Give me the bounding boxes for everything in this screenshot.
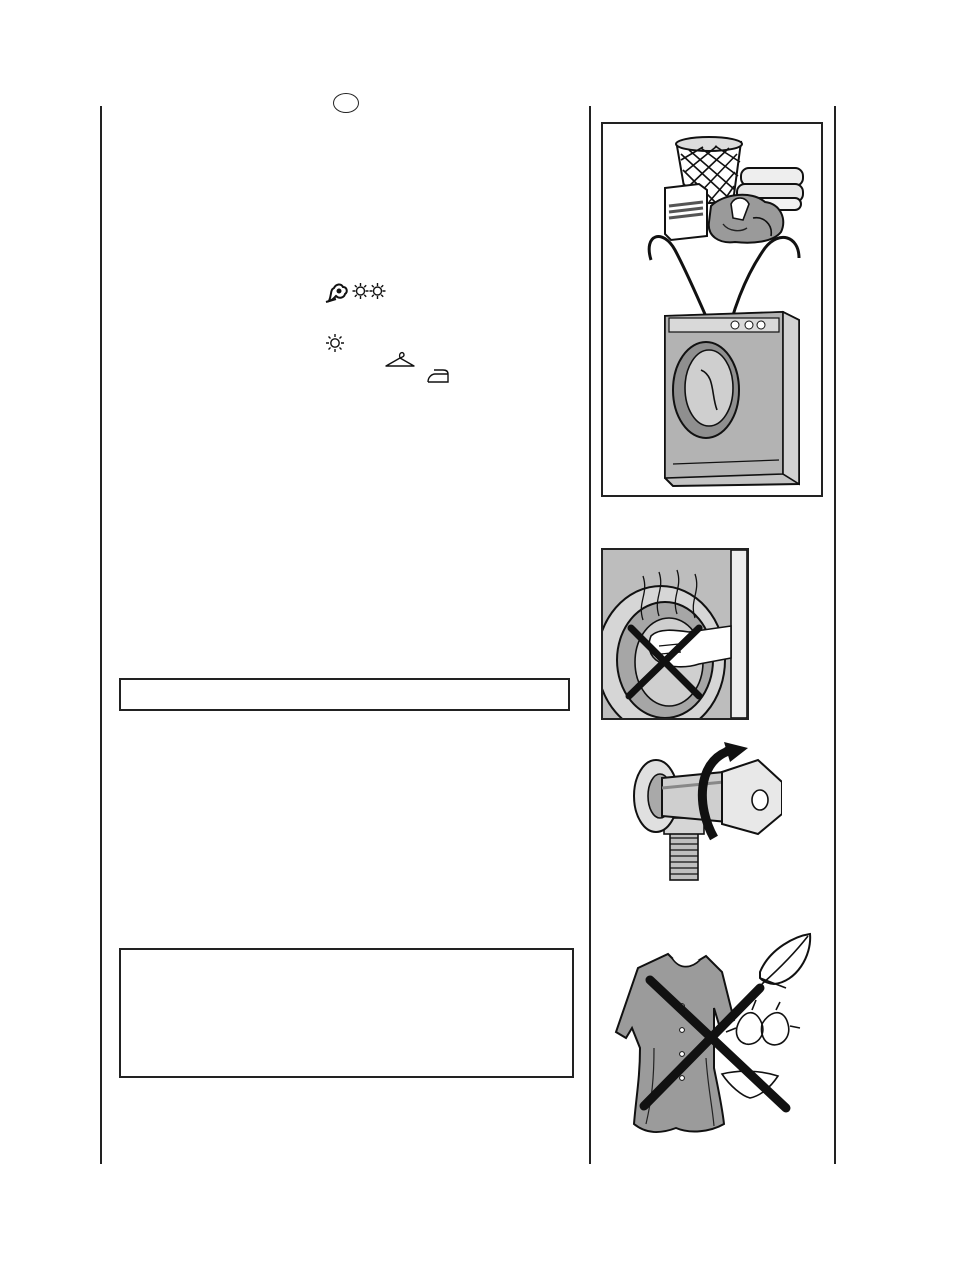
sun-icon bbox=[325, 333, 345, 353]
right-margin-rule bbox=[834, 106, 836, 1164]
delicates-illustration bbox=[610, 928, 820, 1138]
tumble-dryer-icon bbox=[665, 312, 799, 486]
left-margin-rule bbox=[100, 106, 102, 1164]
dryer-loading-illustration bbox=[603, 124, 821, 495]
detergent-box-icon bbox=[665, 184, 707, 240]
note-box-large bbox=[119, 948, 574, 1078]
figure-delicates-warning bbox=[610, 928, 820, 1138]
hanger-icon bbox=[384, 350, 416, 368]
language-badge bbox=[333, 93, 359, 113]
hot-door-illustration bbox=[603, 550, 747, 718]
column-divider bbox=[589, 106, 591, 1164]
figure-tap-close bbox=[632, 742, 782, 882]
note-box-small bbox=[119, 678, 570, 711]
tap-illustration bbox=[632, 742, 782, 882]
iron-icon bbox=[426, 368, 450, 384]
double-sun-icon bbox=[352, 282, 386, 300]
cotton-flower-icon bbox=[324, 280, 350, 304]
figure-laundry-into-dryer bbox=[601, 122, 823, 497]
figure-hot-door-warning bbox=[601, 548, 749, 720]
